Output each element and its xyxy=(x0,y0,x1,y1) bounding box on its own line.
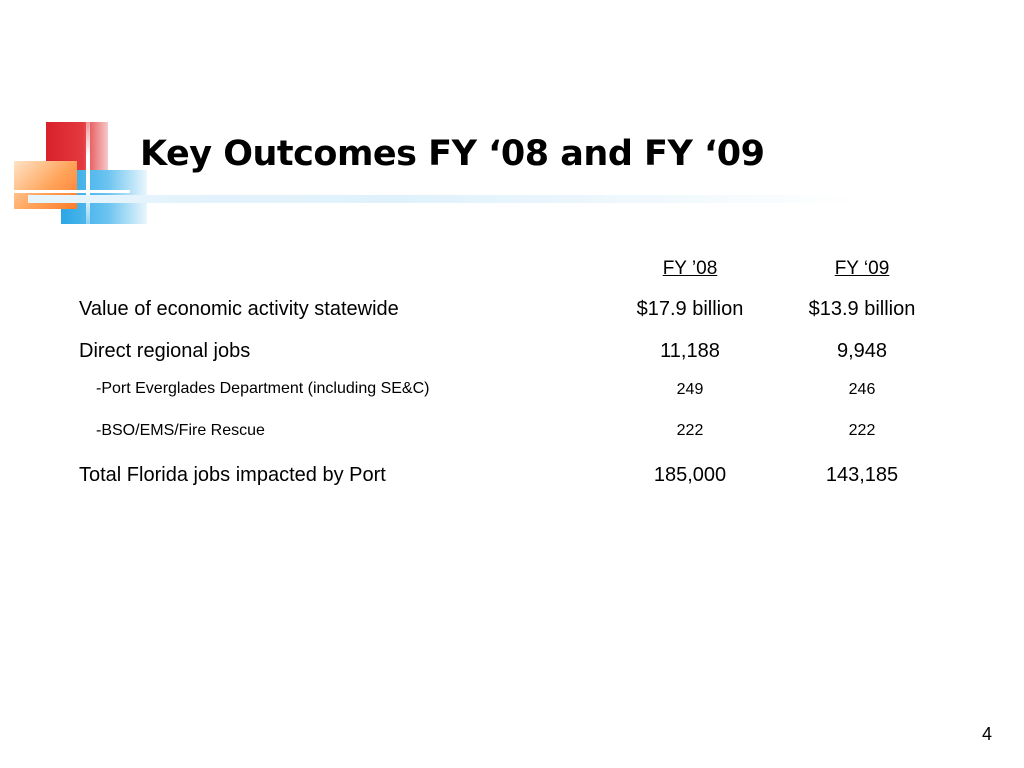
row-label: Total Florida jobs impacted by Port xyxy=(79,464,386,486)
column-header-fy08: FY ’08 xyxy=(662,258,718,279)
logo-vertical-line xyxy=(86,110,90,226)
row-value-fy09: 246 xyxy=(848,381,876,398)
row-value-fy08: $17.9 billion xyxy=(636,298,744,320)
row-label: Value of economic activity statewide xyxy=(79,298,399,320)
page-number: 4 xyxy=(981,724,992,744)
row-label: -BSO/EMS/Fire Rescue xyxy=(96,422,265,439)
row-value-fy09: 9,948 xyxy=(836,340,888,362)
row-value-fy09: 222 xyxy=(848,422,876,439)
row-label: Direct regional jobs xyxy=(79,340,251,362)
slide-title: Key Outcomes FY ‘08 and FY ‘09 xyxy=(140,134,765,174)
row-value-fy08: 222 xyxy=(676,422,704,439)
row-value-fy09: $13.9 billion xyxy=(808,298,916,320)
row-label: -Port Everglades Department (including SE&C) xyxy=(96,380,430,397)
row-value-fy08: 185,000 xyxy=(653,464,727,486)
column-header-fy09: FY ‘09 xyxy=(834,258,890,279)
logo-horizontal-line xyxy=(10,190,130,193)
row-value-fy08: 11,188 xyxy=(660,340,720,362)
title-underline-rule xyxy=(28,195,858,203)
row-value-fy08: 249 xyxy=(676,381,704,398)
row-value-fy09: 143,185 xyxy=(825,464,899,486)
